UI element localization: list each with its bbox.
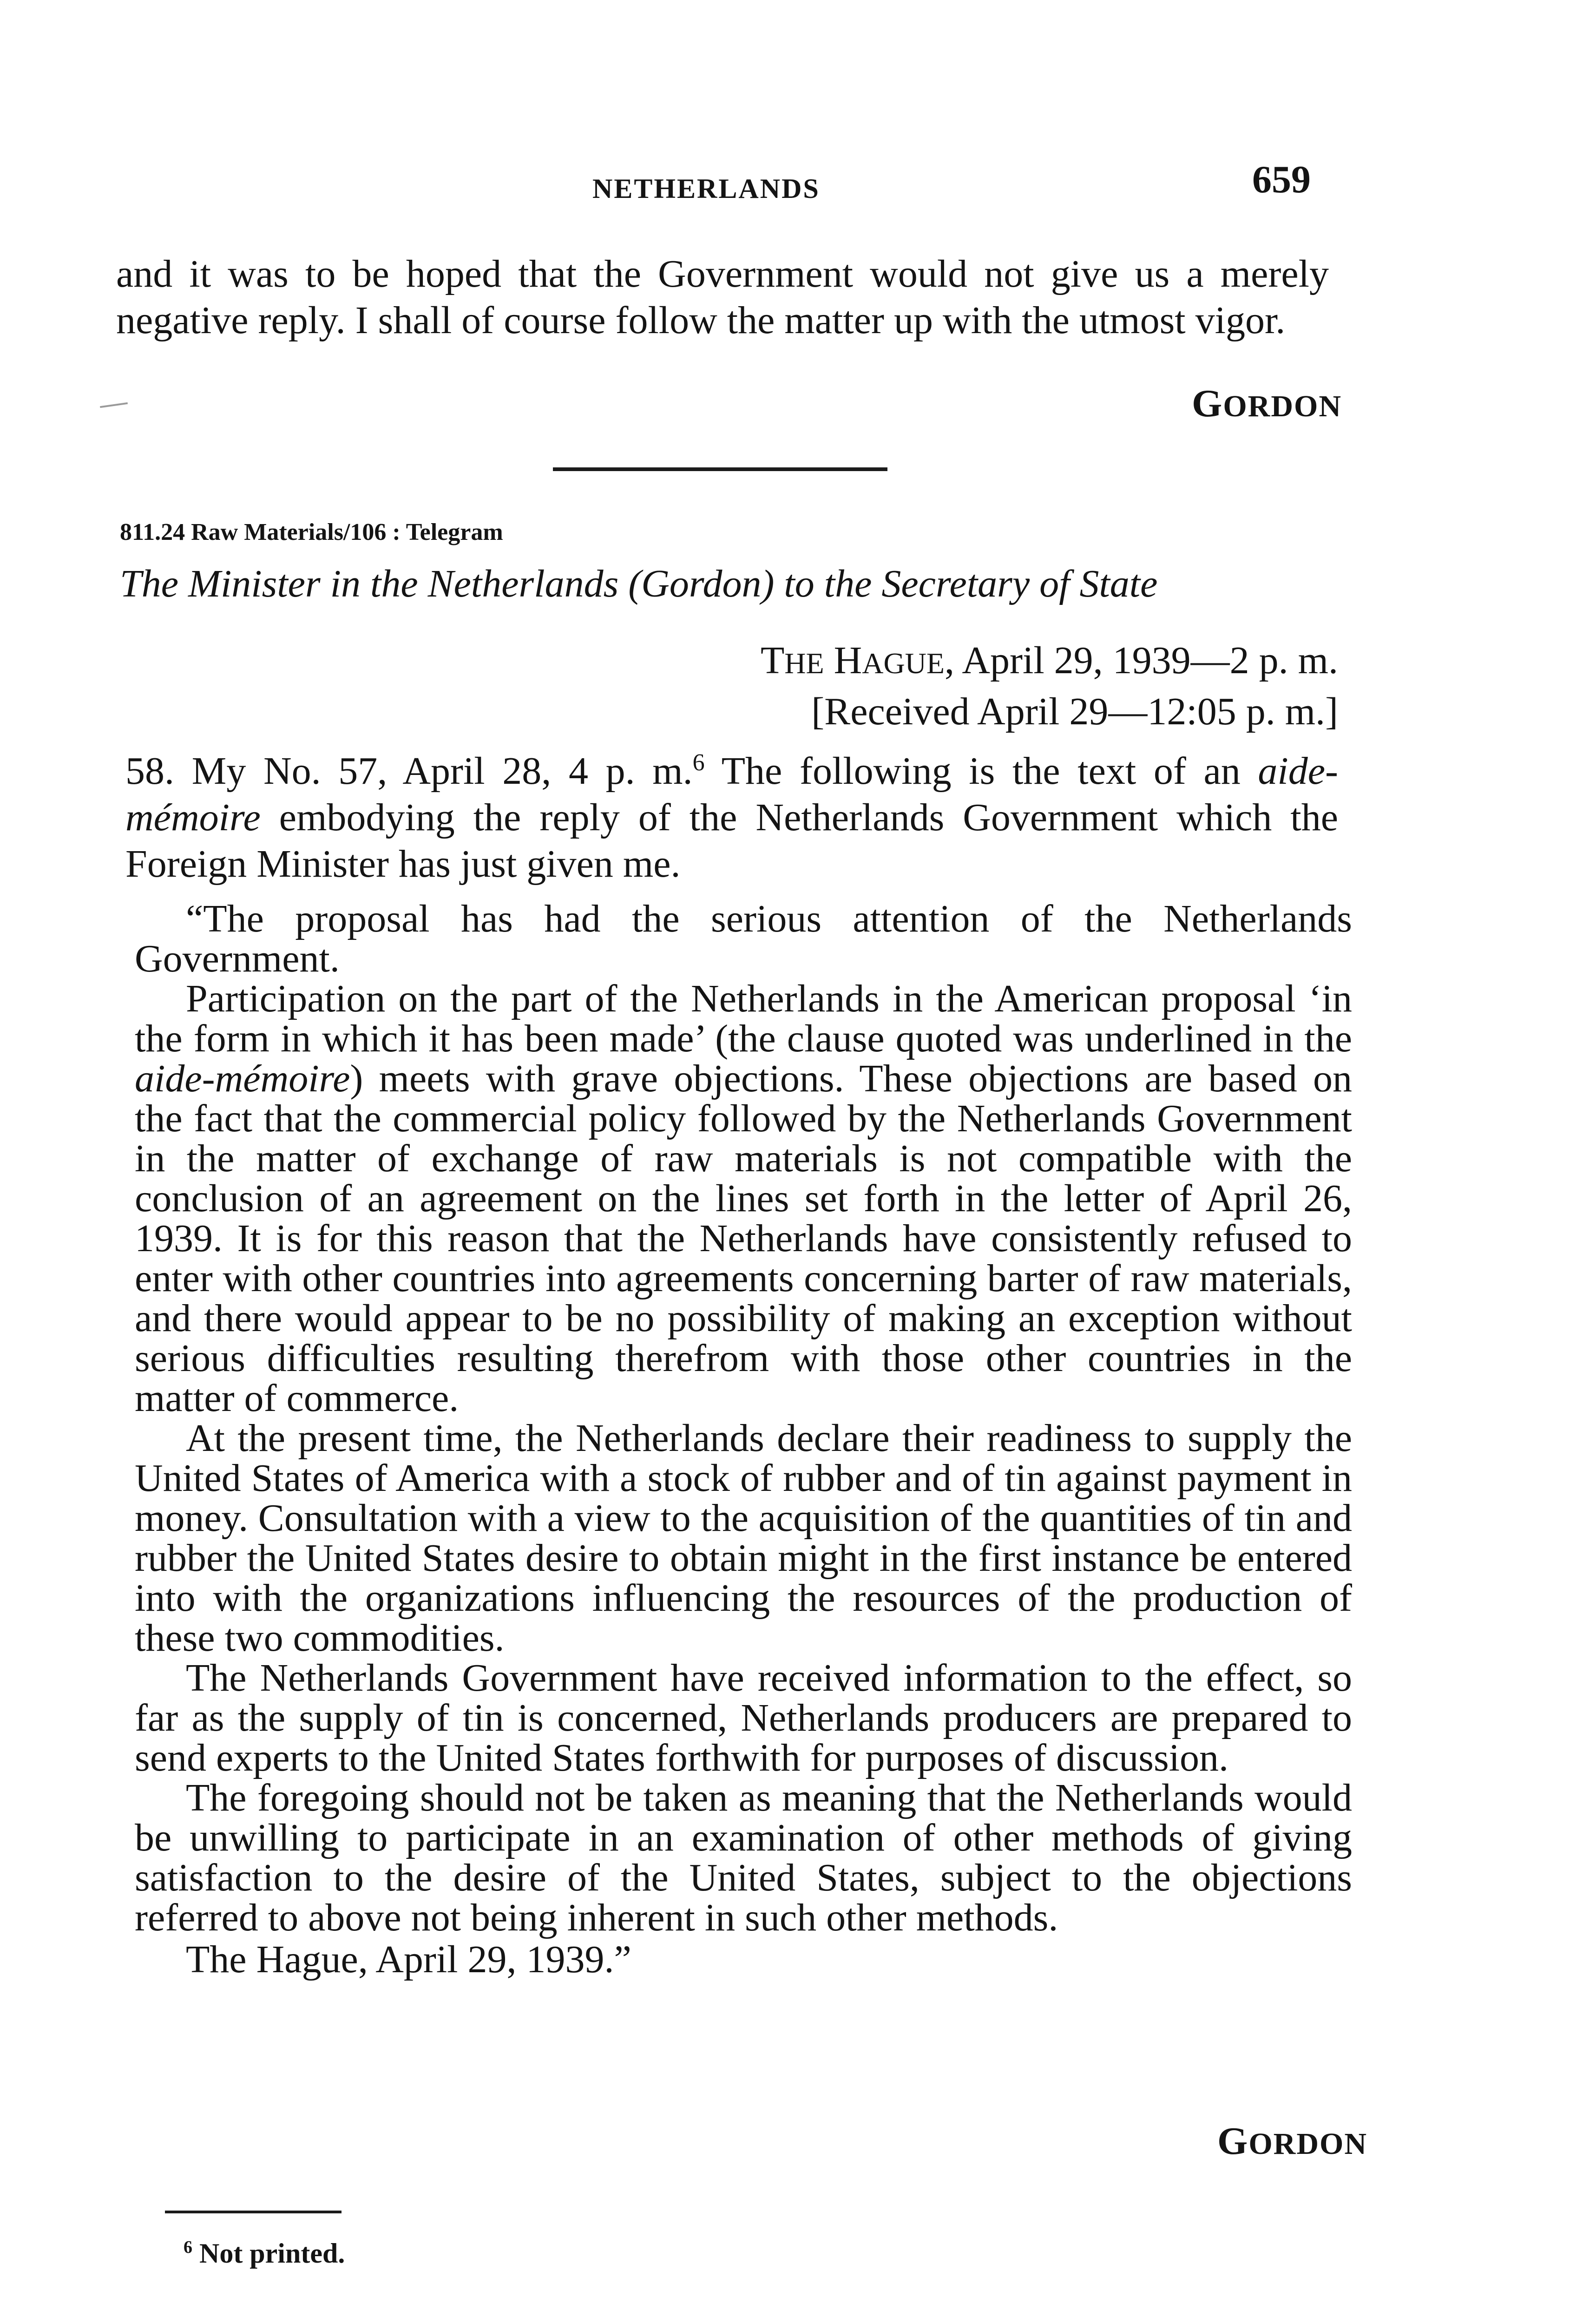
- quote-p2-part1: Participation on the part of the Netherlands in the American proposal ‘in the form in which it has been made’ (the clause quoted was underlined in the: [135, 977, 1352, 1060]
- footnote: [184, 2237, 345, 2270]
- intro-text-2: embodying the reply of the Netherlands Government which the Foreign Minister has just given me.: [125, 796, 1338, 886]
- dateline-rest-1: HE: [784, 647, 824, 680]
- document-heading: The Minister in the Netherlands (Gordon) to the Secretary of State: [120, 562, 1158, 605]
- footnote-number: 6: [184, 2238, 192, 2257]
- quote-paragraph-4: The Netherlands Government have received information to the effect, so far as the supply of tin is concerned, Netherlands producers are prepared to send experts to the United States forthwith for purposes of discussion.: [135, 1656, 1352, 1779]
- dateline-rest-2: AGUE: [862, 647, 945, 680]
- continuation-paragraph: and it was to be hoped that the Government would not give us a merely negative reply. I shall of course follow the matter up with the utmost vigor.: [116, 252, 1329, 342]
- signature-gordon-previous: [1192, 381, 1342, 426]
- dateline-received: [Received April 29—12:05 p. m.]: [811, 690, 1338, 733]
- dateline-initial-2: H: [834, 639, 862, 682]
- signature-initial: G: [1217, 2120, 1249, 2163]
- telegram-number-ref: 58. My No. 57, April 28, 4 p. m.: [125, 749, 693, 793]
- quote-p2-part2: ) meets with grave objections. These objections are based on the fact that the commercial policy followed by the Netherlands Government in the matter of exchange of raw materials is not compatible with the conclusion of an agreement on the lines set forth in the letter of April 26, 1939. It is for this reason that the Netherlands have consistently refused to enter with other countries into agreements concerning barter of raw materials, and there would appear to be no possibility of making an exception without serious difficulties resulting therefrom with those other countries in the matter of commerce.: [135, 1057, 1352, 1420]
- signature-gordon: [1217, 2119, 1367, 2164]
- footnote-marker: 6: [692, 749, 705, 776]
- signature-rest: ORDON: [1248, 2127, 1368, 2161]
- dateline-initial-1: T: [760, 639, 785, 682]
- dateline-place-date: [688, 637, 1338, 688]
- quote-closing-date: The Hague, April 29, 1939.”: [186, 1938, 631, 1981]
- file-reference: 811.24 Raw Materials/106 : Telegram: [120, 519, 503, 545]
- footnote-rule: [165, 2211, 342, 2213]
- intro-italic-term: aide-mémoire: [125, 749, 1338, 839]
- scan-artifact-mark: [100, 402, 128, 408]
- quote-p2-italic: aide-mémoire: [135, 1057, 350, 1100]
- document-separator-rule: [553, 467, 887, 471]
- dateline: [688, 637, 1338, 736]
- quote-paragraph-1: “The proposal has had the serious attention of the Netherlands Government.: [135, 897, 1352, 980]
- quoted-aide-memoire: [135, 899, 1352, 1980]
- quote-paragraph-2: [135, 979, 1352, 1418]
- page-number: 659: [1252, 158, 1311, 201]
- signature-initial: G: [1192, 382, 1223, 425]
- signature-rest: ORDON: [1223, 389, 1342, 423]
- running-head: NETHERLANDS: [592, 173, 820, 204]
- dateline-date: , April 29, 1939—2 p. m.: [944, 639, 1338, 682]
- intro-paragraph: [125, 748, 1338, 887]
- intro-text-1: The following is the text of an: [704, 749, 1258, 793]
- quote-paragraph-3: At the present time, the Netherlands declare their readiness to supply the United States of America with a stock of rubber and of tin against payment in money. Consultation with a view to the acquisition of the quantities of tin and rubber the United States desire to obtain might in the first instance be entered into with the organizations influencing the resources of the production of these two commodities.: [135, 1417, 1352, 1660]
- footnote-text: Not printed.: [199, 2238, 345, 2269]
- quote-paragraph-5: The foregoing should not be taken as meaning that the Netherlands would be unwilling to participate in an examination of other methods of giving satisfaction to the desire of the United States, subject to the objections referred to above not being inherent in such other methods.: [135, 1776, 1352, 1939]
